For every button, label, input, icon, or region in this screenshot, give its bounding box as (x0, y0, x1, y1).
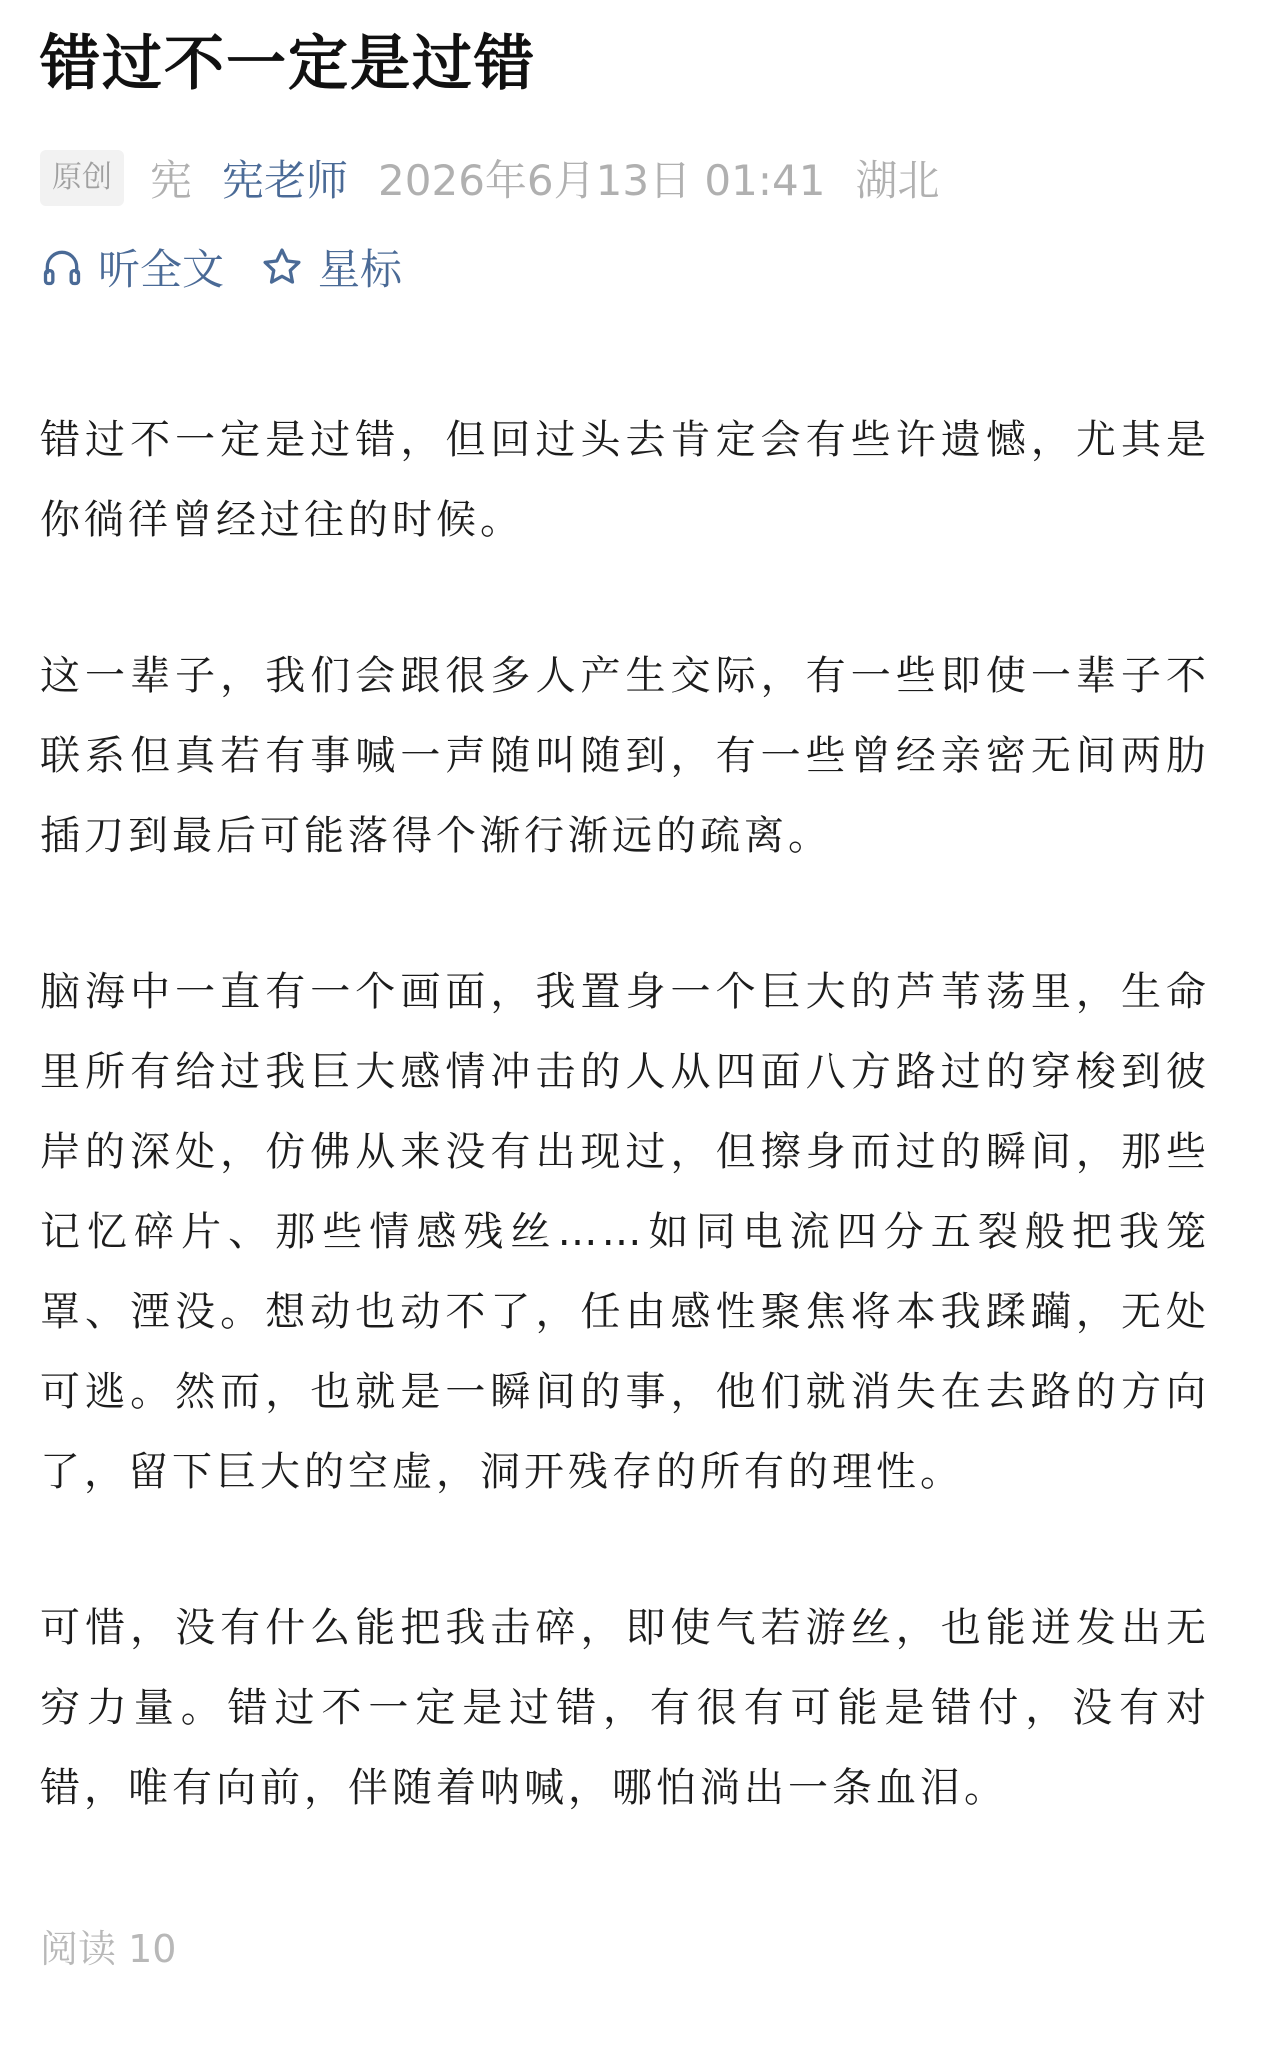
article-title: 错过不一定是过错 (40, 29, 536, 99)
article-actions (40, 235, 438, 299)
original-badge: 原创 (40, 150, 124, 206)
star-label: 星标 (318, 245, 403, 294)
author-link[interactable]: 宪老师 (222, 156, 349, 205)
star-icon (260, 245, 304, 289)
read-count: 阅读 10 (40, 1927, 177, 1971)
paragraph: 错过不一定是过错，但回过头去肯定会有些许遗憾，尤其是你徜徉曾经过往的时候。 (40, 417, 1210, 543)
publish-date: 2026年6月13日 01:41 (378, 156, 826, 205)
paragraph: 这一辈子，我们会跟很多人产生交际，有一些即使一辈子不联系但真若有事喊一声随叫随到，有一些曾经亲密无间两肋插刀到最后可能落得个渐行渐远的疏离。 (40, 653, 1210, 859)
headphones-icon (40, 245, 84, 289)
star-button[interactable] (260, 237, 402, 297)
listen-button[interactable] (40, 237, 224, 297)
article-meta (40, 148, 940, 208)
paragraph: 可惜，没有什么能把我击碎，即使气若游丝，也能迸发出无穷力量。错过不一定是过错，有很有可能是错付，没有对错，唯有向前，伴随着呐喊，哪怕淌出一条血泪。 (40, 1605, 1210, 1811)
listen-label: 听全文 (98, 245, 225, 294)
article-body (40, 400, 1210, 1904)
paragraph: 脑海中一直有一个画面，我置身一个巨大的芦苇荡里，生命里所有给过我巨大感情冲击的人从四面八方路过的穿梭到彼岸的深处，仿佛从来没有出现过，但擦身而过的瞬间，那些记忆碎片、那些情感残丝……如同电流四分五裂般把我笼罩、湮没。想动也动不了，任由感性聚焦将本我蹂躏，无处可逃。然而，也就是一瞬间的事，他们就消失在去路的方向了，留下巨大的空虚，洞开残存的所有的理性。 (40, 969, 1210, 1495)
publish-region: 湖北 (855, 156, 940, 205)
author-initial: 宪 (150, 156, 193, 205)
